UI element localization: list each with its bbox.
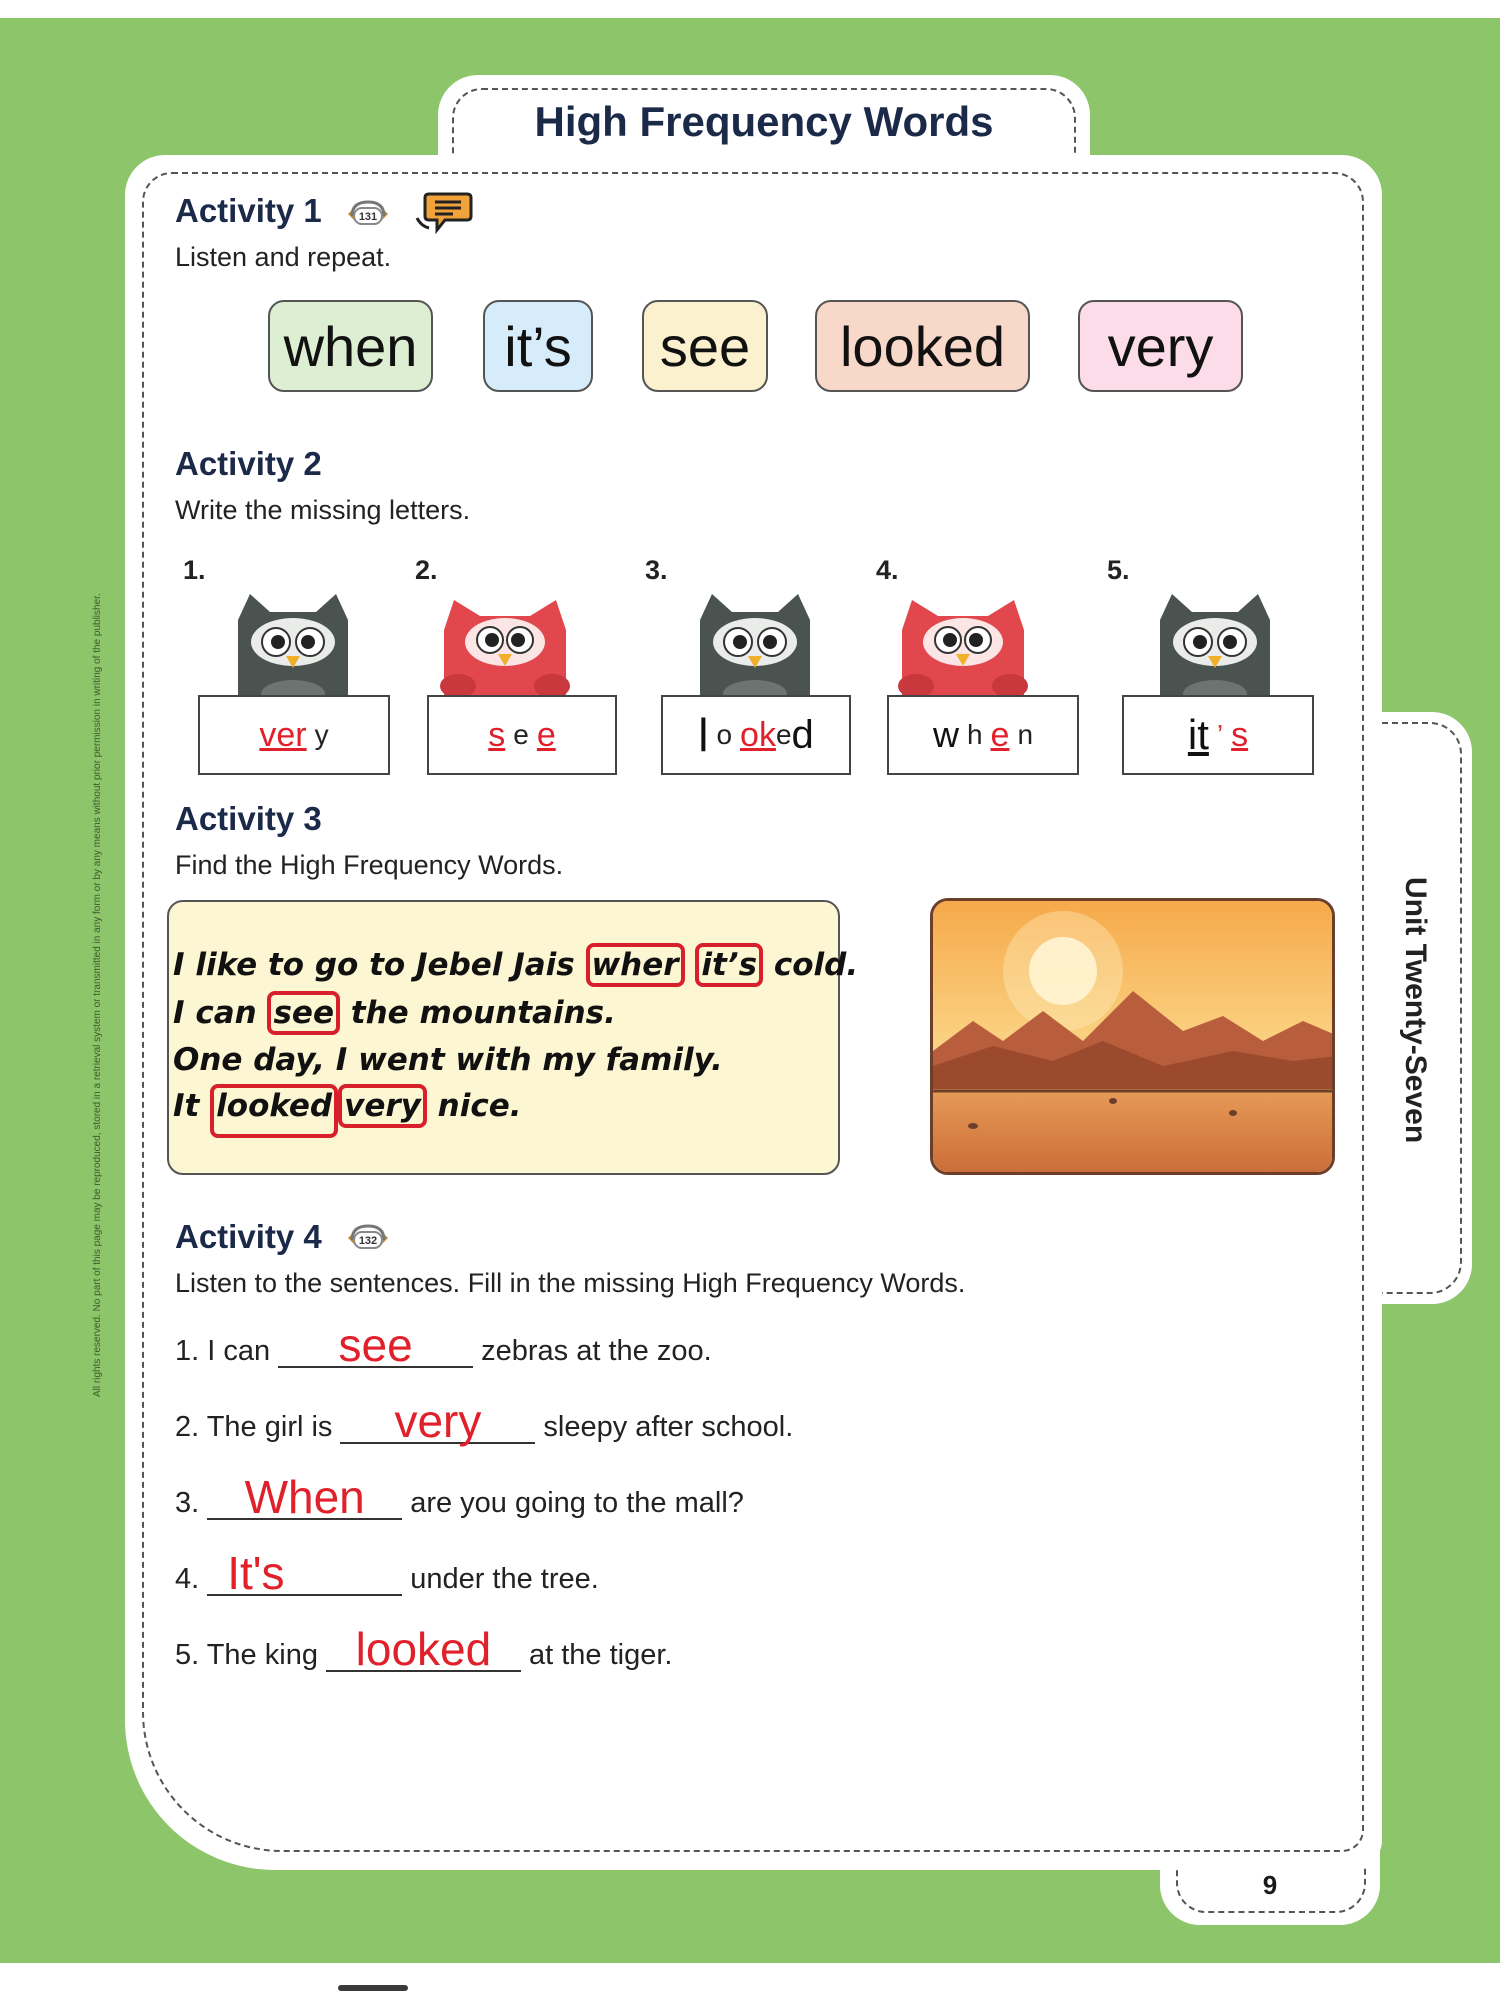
highlighted-word[interactable]: see — [267, 991, 340, 1035]
missing-letters-box-3[interactable] — [661, 695, 851, 775]
answer-blank[interactable] — [278, 1319, 473, 1371]
missing-letters-box-5[interactable] — [1122, 695, 1314, 775]
missing-letters-box-2[interactable] — [427, 695, 617, 775]
passage-text: It — [173, 1088, 211, 1124]
word-card-looked[interactable]: looked — [815, 300, 1030, 392]
sentence-end: zebras at the zoo. — [481, 1335, 712, 1367]
highlighted-word[interactable]: wher — [586, 943, 685, 987]
handwritten-answer: It's — [227, 1547, 285, 1599]
handwritten-answer: very — [394, 1395, 482, 1447]
fill-in-sentence-2 — [175, 1395, 794, 1447]
fill-in-sentence-5 — [175, 1623, 673, 1675]
passage-line-3: One day, I went with my family. — [173, 1042, 723, 1078]
handwritten-answer: When — [244, 1471, 365, 1523]
mountain-sunset-image — [930, 898, 1335, 1175]
word-card-its[interactable]: it’s — [483, 300, 593, 392]
owl-gray-icon — [1140, 590, 1290, 702]
filled-letters: w — [932, 714, 959, 755]
passage-text: nice. — [426, 1088, 522, 1124]
given-letter: h — [966, 719, 983, 750]
audio-track-number: 131 — [358, 211, 378, 223]
speak-icon[interactable] — [415, 190, 475, 238]
passage-line-1 — [173, 947, 858, 983]
sentence-end: under the tree. — [410, 1563, 599, 1595]
given-letter: y — [314, 719, 329, 750]
owl-gray-icon — [680, 590, 830, 702]
audio-track-icon[interactable] — [340, 1222, 396, 1254]
given-letter: l — [698, 709, 709, 761]
item-number: 2. — [415, 555, 438, 585]
activity3-instruction: Find the High Frequency Words. — [175, 850, 564, 880]
home-indicator-bar[interactable] — [338, 1985, 408, 1991]
highlighted-word[interactable]: looked — [210, 1084, 338, 1138]
sentence-end: sleepy after school. — [543, 1411, 794, 1443]
given-letter: ’ — [1216, 719, 1224, 750]
page-number: 9 — [1262, 1870, 1278, 1900]
sentence-end: at the tiger. — [528, 1639, 673, 1671]
word-card-when[interactable]: when — [268, 300, 433, 392]
passage-line-2 — [173, 995, 616, 1031]
answer-blank[interactable] — [207, 1471, 402, 1523]
handwritten-answer: looked — [355, 1623, 492, 1675]
passage-text: cold. — [763, 947, 859, 983]
filled-letters: s — [488, 715, 506, 754]
filled-letters: e — [990, 715, 1010, 754]
passage-line-4 — [173, 1088, 522, 1124]
handwritten-answer: see — [338, 1319, 413, 1371]
given-letter: o — [716, 719, 733, 750]
copyright-notice: All rights reserved. No part of this page may be reproduced, stored in a retrieval system or transmitted in any form or by any means without prior permission in writing of the publisher. — [92, 593, 103, 1397]
highlighted-word[interactable]: it’s — [695, 943, 763, 987]
sentence-start: 1. I can — [175, 1335, 271, 1367]
given-letter: e — [775, 719, 792, 750]
passage-text: I like to go to Jebel Jais — [173, 947, 586, 983]
word-card-very[interactable]: very — [1078, 300, 1243, 392]
mountain-illustration — [933, 901, 1335, 1175]
given-letter: n — [1017, 719, 1034, 750]
item-number: 4. — [876, 555, 899, 585]
audio-track-number: 132 — [358, 1235, 378, 1247]
filled-letters: ok — [740, 715, 776, 754]
page-title: High Frequency Words — [534, 98, 994, 145]
answer-blank[interactable] — [207, 1547, 402, 1599]
fill-in-sentence-4 — [175, 1547, 599, 1599]
activity1-instruction: Listen and repeat. — [175, 242, 392, 272]
sentence-start: 2. The girl is — [175, 1411, 333, 1443]
activity4-title: Activity 4 — [175, 1218, 322, 1255]
audio-track-icon[interactable] — [340, 198, 396, 230]
filled-letters: it — [1187, 711, 1209, 758]
sentence-end: are you going to the mall? — [410, 1487, 744, 1519]
passage-text: I can — [173, 995, 268, 1031]
item-number: 1. — [183, 555, 206, 585]
sentence-start: 3. — [175, 1487, 200, 1519]
bottom-strip — [0, 1963, 1500, 2000]
given-letter: e — [513, 719, 529, 750]
word-card-see[interactable]: see — [642, 300, 768, 392]
owl-gray-icon — [218, 590, 368, 702]
missing-letters-box-1[interactable] — [198, 695, 390, 775]
fill-in-sentence-3 — [175, 1471, 744, 1523]
fill-in-sentence-1 — [175, 1319, 712, 1371]
filled-letters: ver — [259, 715, 307, 754]
highlighted-word[interactable]: very — [338, 1084, 427, 1128]
activity2-instruction: Write the missing letters. — [175, 495, 471, 525]
missing-letters-box-4[interactable] — [887, 695, 1079, 775]
unit-label: Unit Twenty-Seven — [1399, 876, 1432, 1144]
item-number: 5. — [1107, 555, 1130, 585]
passage-text: the mountains. — [340, 995, 616, 1031]
sentence-start: 5. The king — [175, 1639, 318, 1671]
item-number: 3. — [645, 555, 668, 585]
owl-red-icon — [888, 590, 1038, 702]
sentence-start: 4. — [175, 1563, 200, 1595]
answer-blank[interactable] — [340, 1395, 535, 1447]
activity1-title: Activity 1 — [175, 192, 322, 229]
answer-blank[interactable] — [326, 1623, 521, 1675]
filled-letters: d — [791, 712, 814, 757]
activity3-title: Activity 3 — [175, 800, 322, 837]
filled-letters: e — [536, 715, 556, 754]
filled-letters: s — [1231, 715, 1249, 754]
activity2-title: Activity 2 — [175, 445, 322, 482]
activity4-instruction: Listen to the sentences. Fill in the missing High Frequency Words. — [175, 1268, 966, 1298]
owl-red-icon — [430, 590, 580, 702]
